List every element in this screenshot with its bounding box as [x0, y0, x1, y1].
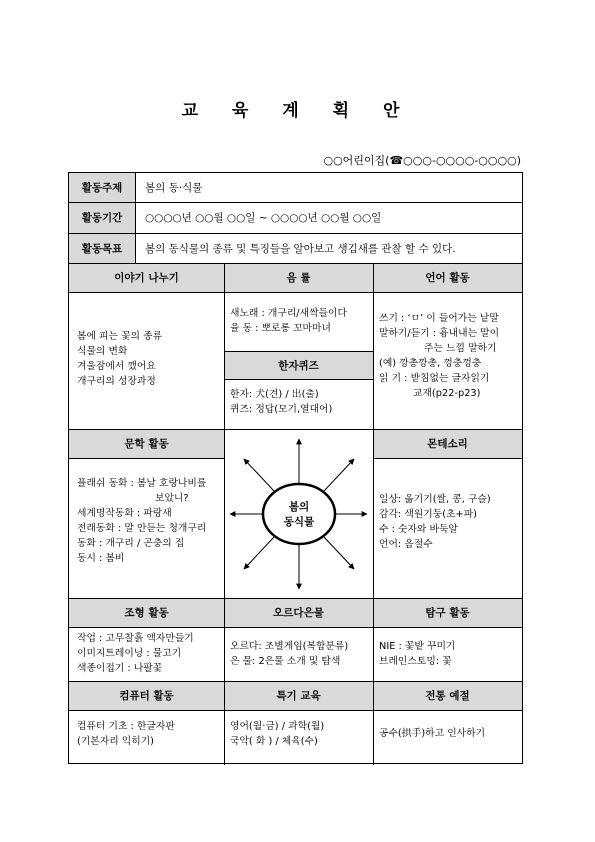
- inquiry-content: [379, 639, 455, 669]
- page-title: 교 육 계 획 안: [181, 101, 414, 121]
- story-line: 개구리의 성장과정: [77, 376, 156, 387]
- hanja-content: [230, 387, 332, 417]
- inquiry-line: 브레인스토밍: 꽃: [379, 656, 452, 667]
- music-content: [230, 306, 347, 336]
- goal-label: 활동목표: [69, 233, 135, 263]
- goal-value: 봄의 동식물의 종류 및 특징들을 알아보고 생김새를 관찰 할 수 있다.: [145, 242, 456, 255]
- ordaum-line: 오르다: 조별게임(복합분류): [230, 641, 349, 652]
- art-line: 색종이접기 : 나팔꽃: [77, 663, 163, 674]
- art-header: 조형 활동: [69, 598, 224, 627]
- etiquette-line: 공수(拱手)하고 인사하기: [379, 728, 486, 739]
- literature-content: [77, 476, 206, 566]
- music-header: 음 률: [224, 263, 373, 292]
- special-line: 영어(월·금) / 과학(월): [230, 721, 325, 732]
- literature-line: 동시 : 봄비: [77, 553, 125, 564]
- montessori-line: 수 : 숫자와 바둑알: [379, 524, 458, 535]
- etiquette-header: 전통 예절: [373, 681, 522, 710]
- ordaum-header: 오르다은물: [224, 598, 373, 627]
- special-content: [230, 719, 324, 749]
- story-line: 식물의 변화: [77, 346, 128, 357]
- art-line: 작업 : 고무찰흙 액자만들기: [77, 633, 194, 644]
- hanja-line: 퀴즈: 정답(모기,열대어): [230, 404, 333, 415]
- plan-table: [68, 172, 523, 764]
- computer-header: 컴퓨터 활동: [69, 681, 224, 710]
- story-line: 겨울잠에서 깼어요: [77, 361, 156, 372]
- language-line: 읽 기 : 받침없는 글자읽기: [379, 373, 490, 384]
- literature-header: 문학 활동: [69, 429, 224, 458]
- montessori-line: 언어: 음절수: [379, 539, 433, 550]
- special-line: 국악( 화 ) / 체육(수): [230, 736, 318, 747]
- literature-line: 전래동화 : 말 안듣는 청개구리: [77, 523, 207, 534]
- story-content: [77, 329, 162, 389]
- topic-value: 봄의 동·식물: [145, 182, 203, 194]
- hanja-header: 한자퀴즈: [224, 351, 373, 379]
- period-value: ○○○○년 ○○월 ○○일 ~ ○○○○년 ○○월 ○○일: [145, 212, 382, 224]
- org-contact: ○○어린이집(☎○○○-○○○○-○○○○): [323, 154, 521, 167]
- montessori-content: [379, 492, 491, 552]
- center-diagram: [224, 429, 373, 598]
- music-line: 율 동 : 뽀로롱 꼬마마녀: [230, 323, 331, 334]
- language-line: (예) 깡총깡총, 껑충껑충: [379, 358, 482, 369]
- special-header: 특기 교육: [224, 681, 373, 710]
- art-line: 이미지트레이닝 : 물고기: [77, 648, 182, 659]
- story-line: 봄에 피는 꽃의 종류: [77, 331, 163, 342]
- inquiry-header: 탐구 활동: [373, 598, 522, 627]
- language-line: 교재(p22-p23): [413, 388, 481, 399]
- computer-line: (기본자리 익히기): [77, 736, 155, 747]
- music-line: 새노래 : 개구리/새싹들이다: [230, 308, 347, 319]
- montessori-line: 일상: 옮기기(쌀, 콩, 구슬): [379, 494, 491, 505]
- art-content: [77, 631, 194, 676]
- story-header: 이야기 나누기: [69, 263, 224, 292]
- computer-content: [77, 719, 175, 749]
- language-line: 말하기/듣기 : 흉내내는 말이: [379, 328, 500, 339]
- language-header: 언어 활동: [373, 263, 522, 292]
- center-label-2: 동식물: [283, 516, 315, 528]
- montessori-header: 몬테소리: [373, 429, 522, 458]
- computer-line: 컴퓨터 기초 : 한글자판: [77, 721, 175, 732]
- period-label: 활동기간: [69, 202, 135, 233]
- montessori-line: 감각: 색원기둥(초+파): [379, 509, 477, 520]
- literature-line: 보았니?: [155, 493, 189, 504]
- language-line: 쓰기 : ‘ㅁ’ 이 들어가는 낱말: [379, 313, 499, 324]
- ordaum-line: 은 물: 2은물 소개 및 탐색: [230, 656, 341, 667]
- hanja-line: 한자: 犬(견) / 出(출): [230, 389, 319, 400]
- topic-label: 활동주제: [69, 173, 135, 202]
- ordaum-content: [230, 639, 348, 669]
- etiquette-content: [379, 726, 485, 741]
- literature-line: 동화 : 개구리 / 곤충의 집: [77, 538, 185, 549]
- language-content: [379, 311, 499, 401]
- center-ellipse: [263, 484, 335, 544]
- inquiry-line: NIE : 꽃밭 꾸미기: [379, 641, 456, 652]
- literature-line: 플래쉬 동화 : 봄날 호랑나비를: [77, 478, 207, 489]
- language-line: 주는 느낌 말하기: [424, 343, 497, 354]
- literature-line: 세계명작동화 : 파랑새: [77, 508, 172, 519]
- center-label-1: 봄의: [288, 501, 310, 513]
